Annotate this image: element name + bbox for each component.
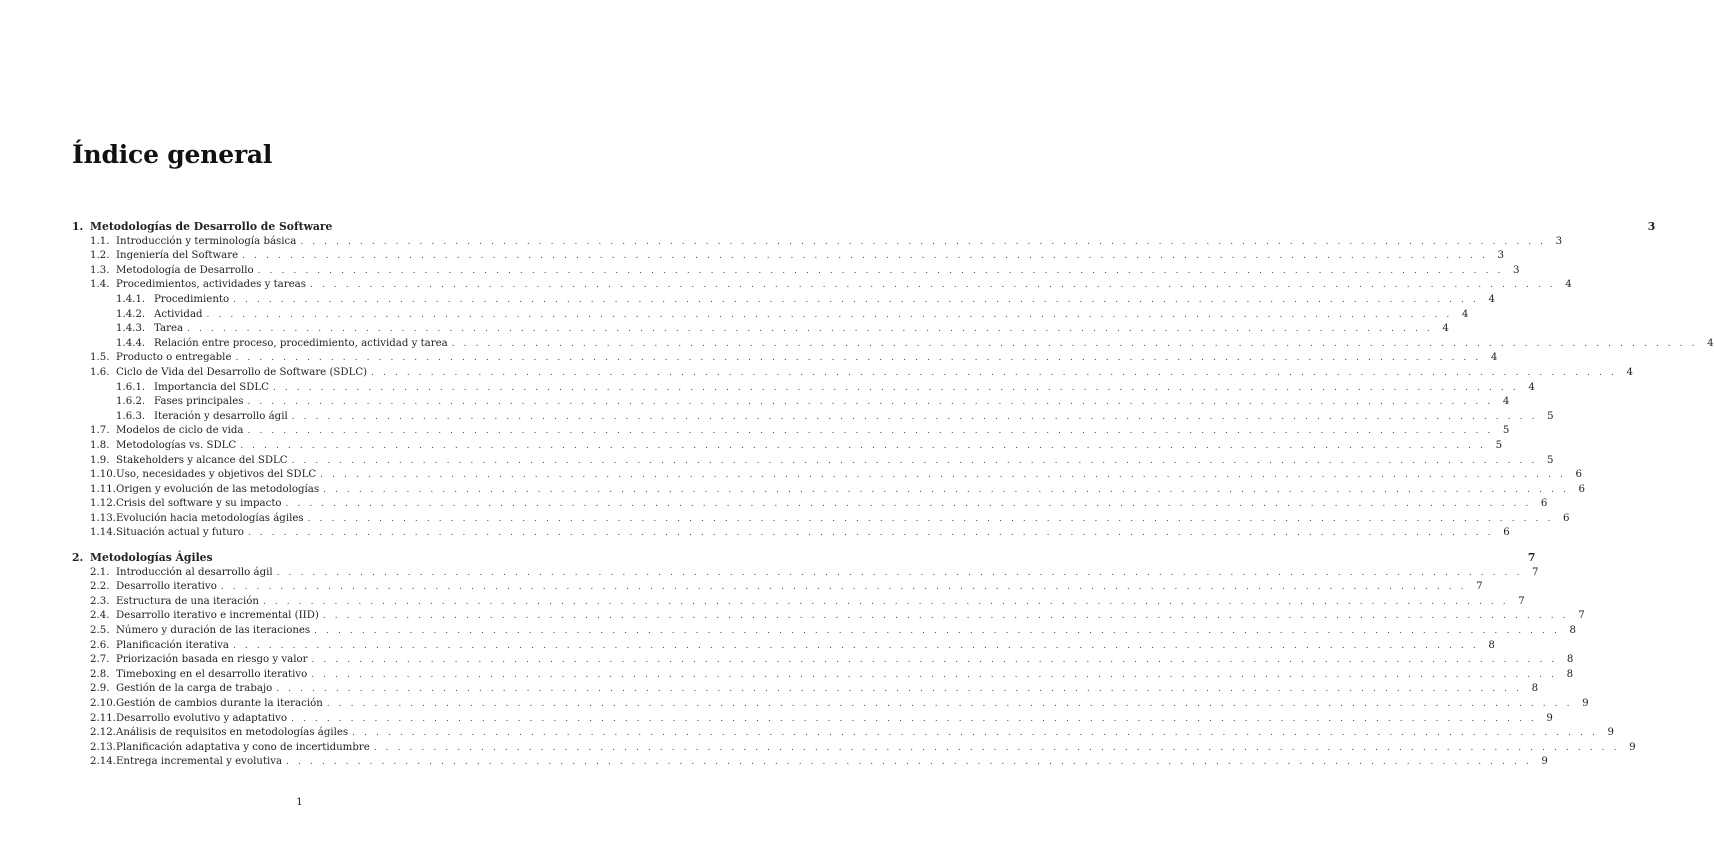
dot-leader bbox=[314, 624, 1560, 639]
toc-entry-number: 1.5. bbox=[90, 352, 110, 364]
toc-subsection-entry[interactable] bbox=[72, 395, 1510, 410]
toc-entry-number: 2.7. bbox=[90, 654, 110, 666]
toc-entry-title: Actividad bbox=[154, 308, 203, 320]
toc-subsection-entry[interactable] bbox=[72, 381, 1535, 396]
toc-entry-number: 1.4.2. bbox=[116, 308, 146, 320]
toc-entry-page: 7 bbox=[1578, 610, 1585, 622]
toc-entry-title: Evolución hacia metodologías ágiles bbox=[116, 512, 304, 524]
toc-entry-title: Planificación iterativa bbox=[116, 639, 229, 651]
toc-entry-number: 1.6. bbox=[90, 366, 110, 378]
toc-entry-number: 1.13. bbox=[90, 512, 116, 524]
toc-entry-title: Entrega incremental y evolutiva bbox=[116, 756, 283, 768]
toc-entry-page: 4 bbox=[1461, 308, 1469, 320]
toc-section-entry[interactable] bbox=[72, 726, 1614, 741]
dot-leader bbox=[291, 712, 1537, 727]
toc-entry-title: Análisis de requisitos en metodologías ágiles bbox=[116, 727, 349, 739]
toc-entry-title: Priorización basada en riesgo y valor bbox=[116, 654, 308, 666]
toc-entry-page: 4 bbox=[1528, 381, 1535, 393]
toc-entry-title: Crisis del software y su impacto bbox=[116, 498, 282, 510]
toc-entry-number: 1. bbox=[72, 220, 84, 233]
toc-section-entry[interactable] bbox=[72, 624, 1576, 639]
dot-leader bbox=[312, 653, 1558, 668]
toc-entry-number: 1.4.4. bbox=[116, 337, 146, 349]
toc-section-entry[interactable] bbox=[72, 483, 1585, 498]
dot-leader bbox=[258, 264, 1504, 279]
toc-entry-page: 4 bbox=[1565, 279, 1572, 291]
toc-entry-title: Origen y evolución de las metodologías bbox=[116, 483, 320, 495]
dot-leader bbox=[292, 454, 1538, 469]
toc-section-entry[interactable] bbox=[72, 639, 1495, 654]
dot-leader bbox=[371, 366, 1617, 381]
dot-leader bbox=[242, 249, 1488, 264]
toc-entry-number: 2.5. bbox=[90, 625, 110, 637]
toc-section-entry[interactable] bbox=[72, 609, 1585, 624]
toc-entry-number: 2.3. bbox=[90, 595, 110, 607]
toc-subsection-entry[interactable] bbox=[72, 322, 1449, 337]
toc-entry-page: 7 bbox=[1476, 581, 1483, 593]
toc-entry-number: 2.8. bbox=[90, 668, 110, 680]
dot-leader bbox=[300, 235, 1546, 250]
dot-leader bbox=[273, 381, 1519, 396]
toc-section-entry[interactable] bbox=[72, 741, 1636, 756]
toc-section-entry[interactable] bbox=[72, 653, 1574, 668]
toc-section-entry[interactable] bbox=[72, 512, 1570, 527]
toc-entry-number: 1.12. bbox=[90, 498, 116, 510]
toc-section-entry[interactable] bbox=[72, 235, 1563, 250]
dot-leader bbox=[327, 697, 1573, 712]
toc-entry-number: 1.9. bbox=[90, 454, 110, 466]
toc-entry-number: 1.2. bbox=[90, 250, 110, 262]
toc-entry-title: Ingeniería del Software bbox=[116, 250, 239, 262]
toc-section-entry[interactable] bbox=[72, 497, 1548, 512]
toc-entry-page: 9 bbox=[1582, 698, 1589, 709]
toc-section-entry[interactable] bbox=[72, 668, 1574, 683]
toc-chapter-entry[interactable] bbox=[72, 551, 1536, 566]
toc-entry-title: Importancia del SDLC bbox=[154, 381, 269, 393]
toc-entry-title: Metodologías de Desarrollo de Software bbox=[90, 220, 333, 233]
toc-entry-title: Fases principales bbox=[154, 396, 244, 408]
toc-entry-number: 1.11. bbox=[90, 483, 116, 495]
dot-leader bbox=[352, 726, 1598, 741]
toc-entry-title: Desarrollo evolutivo y adaptativo bbox=[116, 712, 288, 724]
toc-entry-number: 1.4.3. bbox=[116, 323, 146, 335]
toc-entry-page: 8 bbox=[1569, 625, 1576, 637]
dot-leader bbox=[221, 580, 1467, 595]
toc-entry-page: 8 bbox=[1488, 639, 1495, 651]
toc-entry-page: 4 bbox=[1502, 396, 1510, 408]
toc-entry-page: 8 bbox=[1566, 654, 1574, 666]
toc-entry-page: 6 bbox=[1503, 527, 1510, 539]
toc-entry-title: Uso, necesidades y objetivos del SDLC bbox=[116, 469, 317, 481]
page-number: 1 bbox=[296, 796, 303, 808]
toc-entry-number: 2.6. bbox=[90, 639, 110, 651]
page-title: Índice general bbox=[72, 140, 273, 169]
toc-entry-title: Número y duración de las iteraciones bbox=[116, 625, 311, 637]
dot-leader bbox=[310, 278, 1556, 293]
toc-subsection-entry[interactable] bbox=[72, 337, 1714, 352]
toc-entry-page: 6 bbox=[1578, 483, 1585, 495]
toc-section-entry[interactable] bbox=[72, 454, 1554, 469]
dot-leader bbox=[263, 595, 1509, 610]
toc-entry-page: 8 bbox=[1531, 683, 1539, 695]
toc-entry-number: 2.14. bbox=[90, 756, 116, 768]
toc-entry-page: 8 bbox=[1566, 668, 1574, 680]
dot-leader bbox=[292, 410, 1538, 425]
dot-leader bbox=[187, 322, 1433, 337]
toc-entry-page: 9 bbox=[1541, 756, 1548, 768]
dot-leader bbox=[374, 741, 1620, 756]
toc-section-entry[interactable] bbox=[72, 755, 1548, 770]
toc-entry-page: 4 bbox=[1442, 323, 1449, 335]
toc-entry-title: Modelos de ciclo de vida bbox=[116, 425, 244, 437]
dot-leader bbox=[233, 639, 1479, 654]
toc-entry-title: Desarrollo iterativo bbox=[116, 581, 217, 593]
toc-entry-page: 3 bbox=[1647, 220, 1656, 233]
toc-entry-number: 1.1. bbox=[90, 235, 110, 247]
toc-entry-title: Producto o entregable bbox=[116, 352, 232, 364]
toc-section-entry[interactable] bbox=[72, 264, 1520, 279]
toc-entry-page: 3 bbox=[1497, 250, 1504, 262]
toc-entry-page: 5 bbox=[1546, 454, 1554, 466]
toc-section-entry[interactable] bbox=[72, 526, 1510, 541]
toc-entry-number: 1.14. bbox=[90, 527, 116, 539]
toc-section-entry[interactable] bbox=[72, 439, 1503, 454]
toc-section-entry[interactable] bbox=[72, 249, 1504, 264]
toc-entry-title: Stakeholders y alcance del SDLC bbox=[116, 454, 288, 466]
toc-entry-title: Metodologías vs. SDLC bbox=[116, 439, 237, 451]
dot-leader bbox=[320, 468, 1566, 483]
toc-entry-title: Metodologías Ágiles bbox=[90, 551, 213, 565]
toc-section-entry[interactable] bbox=[72, 580, 1483, 595]
dot-leader bbox=[207, 308, 1453, 323]
toc-entry-number: 2.13. bbox=[90, 741, 116, 753]
toc-entry-number: 2.4. bbox=[90, 610, 110, 622]
dot-leader bbox=[248, 526, 1494, 541]
toc-entry-page: 7 bbox=[1518, 595, 1525, 607]
toc-section-entry[interactable] bbox=[72, 424, 1510, 439]
toc-entry-number: 1.6.3. bbox=[116, 410, 146, 422]
toc-entry-title: Procedimientos, actividades y tareas bbox=[116, 279, 306, 291]
toc-entry-page: 3 bbox=[1555, 235, 1563, 247]
toc-entry-page: 9 bbox=[1607, 727, 1614, 739]
toc-entry-title: Introducción al desarrollo ágil bbox=[116, 566, 273, 578]
dot-leader bbox=[311, 668, 1557, 683]
toc-entry-number: 1.4.1. bbox=[116, 293, 146, 305]
toc-subsection-entry[interactable] bbox=[72, 410, 1554, 425]
dot-leader bbox=[247, 424, 1493, 439]
toc-entry-number: 2.12. bbox=[90, 727, 116, 739]
toc-section-entry[interactable] bbox=[72, 595, 1525, 610]
dot-leader bbox=[452, 337, 1698, 352]
toc-section-entry[interactable] bbox=[72, 278, 1572, 293]
dot-leader bbox=[235, 351, 1481, 366]
toc-section-entry[interactable] bbox=[72, 468, 1582, 483]
dot-leader bbox=[286, 497, 1532, 512]
dot-leader bbox=[323, 609, 1569, 624]
toc-entry-number: 1.3. bbox=[90, 264, 110, 276]
toc-subsection-entry[interactable] bbox=[72, 308, 1469, 323]
toc-entry-page: 5 bbox=[1547, 410, 1554, 422]
toc-entry-page: 5 bbox=[1502, 425, 1510, 437]
toc-subsection-entry[interactable] bbox=[72, 293, 1495, 308]
toc-entry-number: 2.11. bbox=[90, 712, 116, 724]
toc-entry-number: 2. bbox=[72, 551, 84, 565]
toc-entry-page: 6 bbox=[1562, 512, 1570, 524]
toc-entry-page: 3 bbox=[1512, 264, 1520, 276]
toc-entry-title: Desarrollo iterativo e incremental (IID) bbox=[116, 610, 319, 622]
toc-entry-title: Metodología de Desarrollo bbox=[116, 264, 254, 276]
dot-leader bbox=[277, 566, 1523, 581]
toc-entry-number: 1.8. bbox=[90, 439, 110, 451]
toc-entry-number: 2.1. bbox=[90, 566, 110, 578]
dot-leader bbox=[308, 512, 1554, 527]
toc-entry-title: Ciclo de Vida del Desarrollo de Software (SDLC) bbox=[116, 366, 368, 378]
toc-section-entry[interactable] bbox=[72, 351, 1498, 366]
toc-entry-page: 7 bbox=[1527, 551, 1536, 565]
toc-entry-page: 4 bbox=[1490, 352, 1498, 364]
toc-entry-title: Procedimiento bbox=[154, 293, 230, 305]
dot-leader bbox=[240, 439, 1486, 454]
dot-leader bbox=[276, 682, 1522, 697]
toc-entry-title: Situación actual y futuro bbox=[116, 527, 244, 539]
toc-entry-title: Relación entre proceso, procedimiento, actividad y tarea bbox=[154, 337, 448, 349]
toc-section-entry[interactable] bbox=[72, 566, 1539, 581]
table-of-contents bbox=[72, 220, 1714, 770]
toc-entry-number: 1.6.2. bbox=[116, 396, 146, 408]
toc-entry-page: 6 bbox=[1540, 498, 1548, 510]
toc-entry-title: Iteración y desarrollo ágil bbox=[154, 410, 288, 422]
dot-leader bbox=[247, 395, 1493, 410]
toc-entry-title: Gestión de la carga de trabajo bbox=[116, 683, 273, 695]
toc-section-entry[interactable] bbox=[72, 366, 1633, 381]
toc-section-entry[interactable] bbox=[72, 682, 1539, 697]
toc-entry-page: 9 bbox=[1629, 741, 1636, 753]
toc-entry-number: 2.2. bbox=[90, 581, 110, 593]
toc-section-entry[interactable] bbox=[72, 712, 1553, 727]
toc-entry-number: 1.4. bbox=[90, 279, 110, 291]
toc-entry-page: 4 bbox=[1626, 366, 1633, 378]
toc-entry-number: 1.6.1. bbox=[116, 381, 146, 393]
toc-entry-page: 4 bbox=[1488, 293, 1495, 305]
toc-entry-number: 1.7. bbox=[90, 425, 110, 437]
toc-entry-page: 6 bbox=[1575, 469, 1582, 481]
toc-entry-page: 5 bbox=[1495, 439, 1503, 451]
toc-entry-page: 4 bbox=[1707, 337, 1714, 349]
dot-leader bbox=[286, 755, 1532, 770]
toc-entry-page: 9 bbox=[1546, 712, 1553, 724]
toc-entry-title: Introducción y terminología básica bbox=[116, 235, 297, 247]
dot-leader bbox=[233, 293, 1479, 308]
toc-section-entry[interactable] bbox=[72, 697, 1589, 712]
toc-entry-title: Timeboxing en el desarrollo iterativo bbox=[116, 668, 308, 680]
toc-entry-number: 2.10. bbox=[90, 698, 116, 709]
toc-chapter-entry[interactable] bbox=[72, 220, 1656, 235]
toc-entry-title: Gestión de cambios durante la iteración bbox=[116, 698, 323, 709]
toc-entry-number: 1.10. bbox=[90, 469, 116, 481]
dot-leader bbox=[323, 483, 1569, 498]
toc-entry-title: Tarea bbox=[154, 323, 184, 335]
toc-entry-page: 7 bbox=[1532, 566, 1539, 578]
toc-entry-number: 2.9. bbox=[90, 683, 110, 695]
toc-entry-title: Estructura de una iteración bbox=[116, 595, 259, 607]
toc-entry-title: Planificación adaptativa y cono de incertidumbre bbox=[116, 741, 370, 753]
